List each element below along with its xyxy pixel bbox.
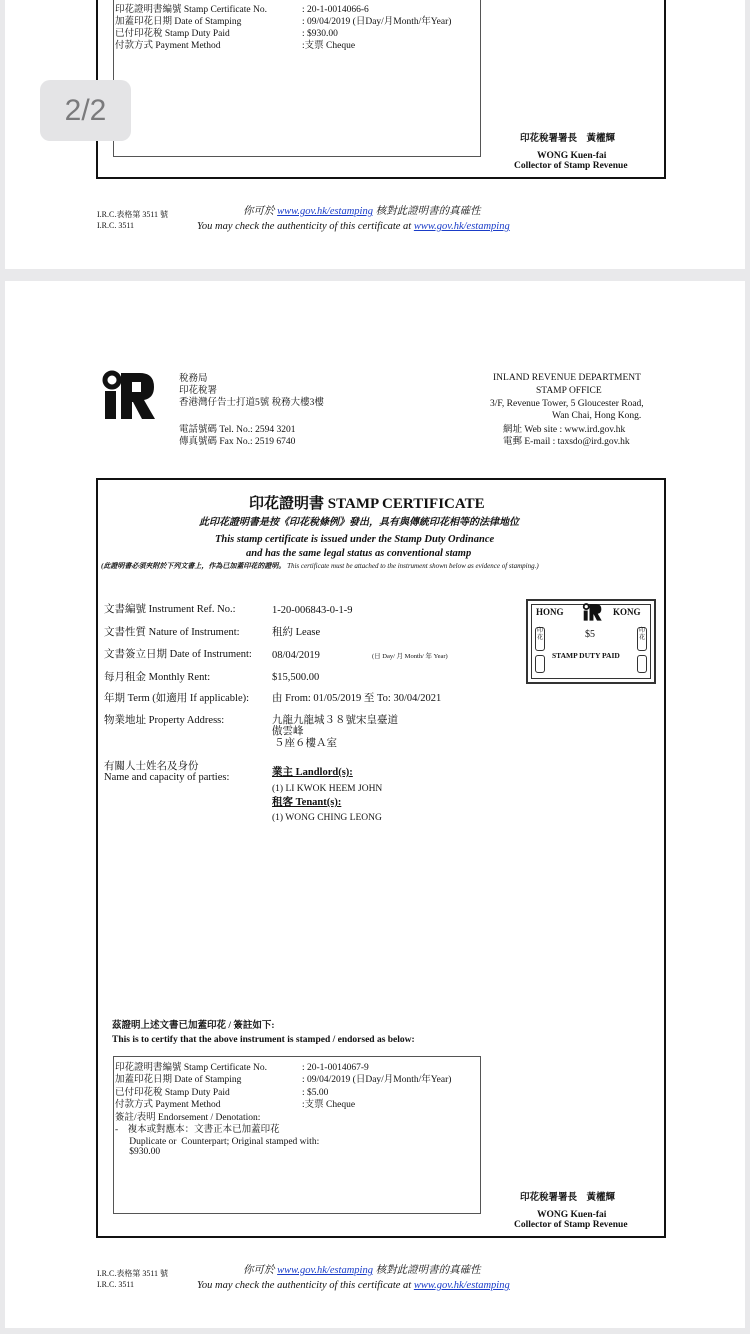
cert-label-4: 付款方式 Payment Method	[115, 1100, 221, 1110]
office-name-en: STAMP OFFICE	[536, 386, 602, 396]
website: 網址 Web site : www.ird.gov.hk	[503, 425, 626, 435]
verify-en-pre: You may check the authenticity of this certificate at	[197, 221, 412, 232]
document-page-2	[5, 281, 745, 1328]
endorsement-label: 簽註/表明 Endorsement / Denotation:	[115, 1113, 261, 1123]
estamping-link-en[interactable]: www.gov.hk/estamping	[413, 221, 510, 232]
cert-value-4: :支票 Cheque	[302, 1100, 356, 1110]
cert-value-2: : 09/04/2019 (日Day/月Month/年Year)	[302, 17, 452, 27]
verify-zh-post: 核對此證明書的真確性	[375, 1265, 481, 1276]
estamping-link-zh[interactable]: www.gov.hk/estamping	[277, 1265, 373, 1276]
signature-role: Collector of Stamp Revenue	[514, 161, 628, 171]
attach-note	[101, 562, 539, 571]
form-number-zh: I.R.C.表格第 3511 號	[97, 1269, 169, 1278]
verify-zh-pre: 你可於	[243, 206, 275, 217]
signature-role: Collector of Stamp Revenue	[514, 1220, 628, 1230]
rent-label: 每月租金 Monthly Rent:	[104, 672, 211, 683]
cert-label-3: 已付印花稅 Stamp Duty Paid	[115, 29, 230, 39]
cert-value-1: : 20-1-0014067-9	[302, 1063, 369, 1073]
tel-number: 電話號碼 Tel. No.: 2594 3201	[179, 425, 296, 435]
cert-value-3: : $930.00	[302, 29, 338, 39]
endorsement-line-2: Duplicate or Counterpart; Original stamped with:	[115, 1137, 320, 1147]
landlord-label: 業主 Landlord(s):	[272, 767, 353, 778]
cert-value-3: : $5.00	[302, 1088, 329, 1098]
term-label: 年期 Term (如適用 If applicable):	[104, 693, 250, 704]
rent-value: $15,500.00	[272, 672, 320, 683]
form-number-zh: I.R.C.表格第 3511 號	[97, 210, 169, 219]
verify-note-zh	[243, 205, 481, 218]
cert-label-4: 付款方式 Payment Method	[115, 41, 221, 51]
verify-note-en	[197, 220, 510, 233]
cert-label-1: 印花證明書編號 Stamp Certificate No.	[115, 1063, 267, 1073]
stamp-ird-logo-icon	[581, 603, 603, 621]
address-line-3: ５座６樓Ａ室	[274, 738, 337, 749]
dept-name-en: INLAND REVENUE DEPARTMENT	[493, 373, 641, 383]
page-indicator: 2/2	[40, 80, 131, 141]
address-label: 物業地址 Property Address:	[104, 715, 225, 726]
cert-label-3: 已付印花稅 Stamp Duty Paid	[115, 1088, 230, 1098]
cert-value-4: :支票 Cheque	[302, 41, 356, 51]
landlord-name: (1) LI KWOK HEEM JOHN	[272, 784, 383, 794]
signature-title: 印花稅署署長 黃權輝	[520, 134, 616, 144]
nature-value: 租約 Lease	[272, 627, 321, 638]
stamp-hong: HONG	[536, 607, 564, 617]
address-zh: 香港灣仔告士打道5號 稅務大樓3樓	[179, 398, 324, 408]
fax-number: 傳真號碼 Fax No.: 2519 6740	[179, 437, 296, 447]
stamp-caption: STAMP DUTY PAID	[552, 651, 620, 660]
dept-name-zh: 稅務局	[179, 374, 208, 384]
verify-en-pre: You may check the authenticity of this certificate at	[197, 1280, 412, 1291]
cert-label-1: 印花證明書編號 Stamp Certificate No.	[115, 5, 267, 15]
tenant-label: 租客 Tenant(s):	[272, 797, 342, 808]
verify-zh-pre: 你可於	[243, 1265, 275, 1276]
tenant-name: (1) WONG CHING LEONG	[272, 813, 382, 823]
cert-label-2: 加蓋印花日期 Date of Stamping	[115, 17, 242, 27]
endorsement-line-3: $930.00	[115, 1147, 161, 1157]
stamp-kong: KONG	[613, 607, 641, 617]
address-line-2: 傲雲峰	[272, 726, 304, 737]
subtitle-en-1: This stamp certificate is issued under the Stamp Duty Ordinance	[215, 534, 495, 545]
address-en-2: Wan Chai, Hong Kong.	[552, 411, 642, 421]
subtitle-en-2: and has the same legal status as conventional stamp	[246, 548, 472, 559]
stamp-amount: $5	[585, 629, 595, 640]
email: 電郵 E-mail : taxsdo@ird.gov.hk	[503, 437, 630, 447]
attach-note-zh: (此證明書必須夾附於下列文書上，作為已加蓋印花的證明。	[101, 562, 286, 570]
instrument-ref-label: 文書編號 Instrument Ref. No.:	[104, 604, 236, 615]
estamping-link-zh[interactable]: www.gov.hk/estamping	[277, 206, 373, 217]
form-number-en: I.R.C. 3511	[97, 221, 135, 230]
signature-title: 印花稅署署長 黃權輝	[520, 1193, 616, 1203]
verify-note-en	[197, 1279, 510, 1292]
office-name-zh: 印花稅署	[179, 386, 218, 396]
certify-statement-zh: 茲證明上述文書已加蓋印花 / 簽註如下:	[112, 1021, 275, 1031]
parties-label-zh: 有關人士姓名及身份	[104, 761, 199, 772]
cert-value-1: : 20-1-0014066-6	[302, 5, 369, 15]
stamp-chop-left: 印花	[535, 627, 545, 651]
certify-statement-en: This is to certify that the above instrument is stamped / endorsed as below:	[112, 1035, 415, 1045]
stamp-chop-right-2	[637, 655, 647, 673]
cert-label-2: 加蓋印花日期 Date of Stamping	[115, 1075, 242, 1085]
instrument-ref-value: 1-20-006843-0-1-9	[272, 605, 353, 616]
nature-label: 文書性質 Nature of Instrument:	[104, 627, 240, 638]
endorsement-line-1: - 複本或對應本：文書正本已加蓋印花	[115, 1125, 280, 1135]
subtitle-zh: 此印花證明書是按《印花稅條例》發出，具有與傳統印花相等的法律地位	[199, 517, 519, 528]
stamp-chop-left-2	[535, 655, 545, 673]
signature-name: WONG Kuen-fai	[537, 1210, 607, 1220]
estamping-link-en[interactable]: www.gov.hk/estamping	[413, 1280, 510, 1291]
cert-value-2: : 09/04/2019 (日Day/月Month/年Year)	[302, 1075, 452, 1085]
date-format-note: (日 Day/ 月 Month/ 年 Year)	[372, 653, 448, 660]
parties-label-en: Name and capacity of parties:	[104, 772, 230, 783]
certificate-title: 印花證明書 STAMP CERTIFICATE	[249, 496, 485, 512]
address-en-1: 3/F, Revenue Tower, 5 Gloucester Road,	[490, 399, 644, 409]
attach-note-en: This certificate must be attached to the instrument shown below as evidence of stamping.)	[287, 562, 539, 570]
address-line-1: 九龍九龍城３８號宋皇臺道	[272, 715, 398, 726]
verify-note-zh	[243, 1264, 481, 1277]
date-value: 08/04/2019	[272, 650, 320, 661]
stamp-chop-right: 印花	[637, 627, 647, 651]
form-number-en: I.R.C. 3511	[97, 1280, 135, 1289]
ird-logo-icon	[100, 370, 156, 420]
verify-zh-post: 核對此證明書的真確性	[375, 206, 481, 217]
signature-name: WONG Kuen-fai	[537, 151, 607, 161]
date-label: 文書簽立日期 Date of Instrument:	[104, 649, 252, 660]
stamp-duty-paid-stamp	[526, 599, 656, 684]
term-value: 由 From: 01/05/2019 至 To: 30/04/2021	[272, 693, 442, 704]
